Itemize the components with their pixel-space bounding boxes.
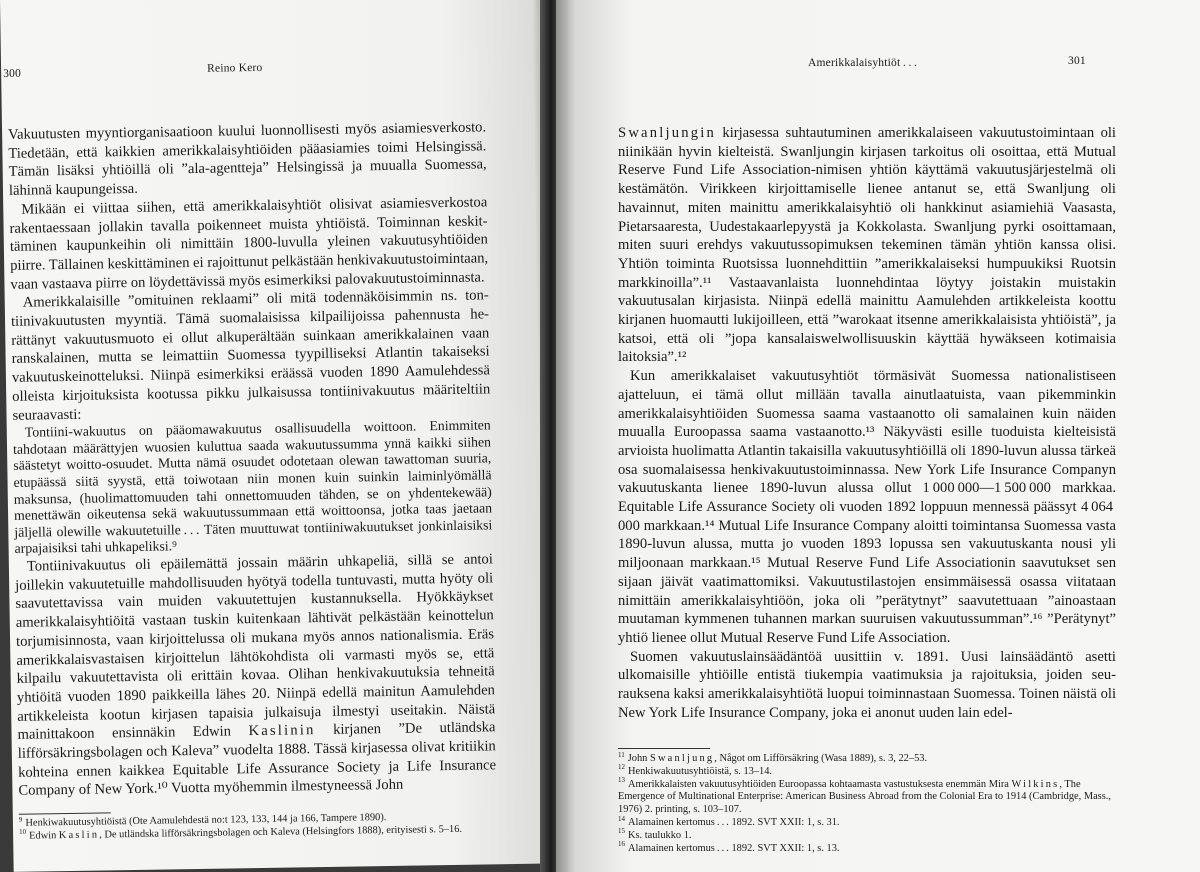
- footnote-text: Henkiwakuutusyhtiöistä, s. 13–14.: [628, 765, 773, 777]
- page-number-right: 301: [1068, 55, 1086, 67]
- paragraph: Vakuutusten myyntiorganisaatioon kuului luonnollisesti myös asiamiesverkosto. Tiedetään, että kaikkien amerikkalaisyhtiöiden pääasiamies toimi Helsingissä. Tämän lisäksi yhtiöillä oli ”ala-agentteja” Helsingissä ja muualla Suomessa, lähinnä kaupungeissa.: [7, 119, 487, 199]
- footnote-text: John: [627, 753, 648, 764]
- footnote-mark: 10: [19, 828, 27, 837]
- body-text-left: [8, 118, 497, 801]
- paragraph: Amerikkalaisille ”omituinen reklaami” oli mitä todennäköisimmin ns. tontiinivakuutusten myyntiä. Tämä suomalaisissa kilpailijoissa pahennusta herättänyt vakuutusmuoto ei ollut alkuperältään suinkaan amerikkalainen vaan ranskalainen, mutta se leimattiin Suomessa tyypilliseksi Atlantin takaiseksi vakuutuskeinotteluksi. Niinpä esimerkiksi eräässä vuoden 1890 Aamulehdessä olleista kirjoituksista kootussa pikku julkaisussa tontiinivakuutus määriteltiin seuraavasti:: [10, 287, 491, 424]
- footnote-mark: 16: [618, 840, 625, 849]
- footnote-mark: 13: [618, 776, 625, 785]
- footnote-mark: 14: [618, 814, 625, 823]
- running-head-right: Amerikkalaisyhtiöt . . .: [808, 57, 918, 69]
- paragraph: [15, 550, 497, 801]
- paragraph-text: Tontiinivakuutus oli epäilemättä jossain määrin uhkapeliä, sillä se antoi joillekin vakuutetuille mahdollisuuden hyötyä todella tuntuvasti, mutta hyöty oli saavutettavissa vain muiden vakuutettujen kustannuksella. Hyökkäykset amerikkalaisyhtiöitä vastaan tuskin kuitenkaan lähtivät pelkästään keinottelun torjumisinnosta, vaan kirjoittelussa oli mukana myös annos nationalismia. Eräs amerikkalaisvastaisen kirjoittelun lähtökohdista oli varmasti myös se, että kilpailu vakuutettavista oli erittäin kovaa. Olihan henkivakuutuksia tehneitä yhtiöitä vuoden 1890 paikkeilla lähes 20. Niinpä edellä mainitun Aamulehden artikkeleista kootun kirjasen tapaisia julkaisuja ilmestyi useitakin. Näistä mainittakoon ensinnäkin Edwin: [15, 551, 496, 744]
- footnote: [618, 763, 1116, 779]
- spaced-name: Swanljung: [650, 753, 715, 764]
- footnote-text: Alamainen kertomus . . . 1892. SVT XXII: 1, s. 31.: [628, 816, 840, 828]
- footnote-text: Edwin: [29, 830, 57, 842]
- block-quote: Tontiini-wakuutus on pääomawakuutus osallisuudella woittoon. Enimmiten tahdotaan määrättyjen wuosien kuluttua saada wakuutussumma ynnä kaikki siihen säästetyt woitto-osuudet. Mutta nämä osuudet odotetaan olewan tawattoman suuria, etupäässä siitä syystä, että toiwotaan niin monen kuin suinkin laiminlyömällä maksunsa, (huolimattomuuden tahi onnettomuuden tähden, se on yhdentekewää) menettäwän oikeutensa sekä wakuutussummaan että woittoonsa, jotka taas jaetaan jäljellä olewille wakuutetuille . . . Täten muuttuwat tontiiniwakuutukset jonkinlaisiksi arpajaisiksi tahi uhkapeliksi.⁹: [12, 417, 493, 557]
- footnotes-right: [618, 750, 1116, 855]
- page-number-left: 300: [3, 67, 22, 80]
- left-page: [0, 0, 562, 872]
- right-page: [556, 0, 1200, 872]
- spaced-name: Swanljungin: [618, 125, 716, 141]
- footnote: [618, 776, 1116, 817]
- footnote-text: , De utländska lifförsäkringsbolagen och Kaleva (Helsingfors 1888), erityisesti s. 5–16.: [99, 823, 463, 841]
- spaced-name: Kaslinin: [248, 722, 316, 740]
- paragraph: Kun amerikkalaiset vakuutusyhtiöt törmäsivät Suomessa nationalistiseen ajatteluun, ei tämä ollut millään tavalla ainutlaatuista, vaan pikemminkin amerikkalaisyhtiöiden Suomessa saama vastaanotto oli samalainen kuin näiden muualla Euroopassa saama vastaanotto.¹³ Näkyvästi esille tuoduista kielteisistä arvioista huolimatta Atlantin takaisilla vakuutusyhtiöillä oli 1890-luvun alussa tärkeä osa suomalaisessa henkivakuutustoiminnassa. New York Life Insurance Companyn vakuutuskanta lienee 1890-luvun alussa ollut 1 000 000—1 500 000 markkaa. Equitable Life Assurance Society oli vuoden 1892 loppuun mennessä päässyt 4 064 000 markkaan.¹⁴ Mutual Life Insurance Company aloitti toimintansa Suomessa vasta 1890-luvun alussa, mutta jo vuoden 1893 lopussa sen vakuutuskanta nousi yli miljoonaan markkaan.¹⁵ Mutual Reserve Fund Life Associationin saavutukset sen sijaan jäivät vaatimattomiksi. Vakuutustilastojen ensimmäisessä osassa viitataan nimittäin amerikkalaisyhtiöön, joka oli ”perätytnyt” saavutettuaan ”ainoastaan muutaman kymmenen tuhannen markan suuruisen vakuutussumman”.¹⁶ ”Perätynyt” yhtiö lienee ollut Mutual Reserve Fund Life Association.: [618, 368, 1116, 646]
- footnote-text: Alamainen kertomus . . . 1892. SVT XXII: 1, s. 13.: [628, 842, 840, 854]
- footnotes-left: [19, 810, 497, 843]
- footnote-text: , Något om Lifförsäkring (Wasa 1889), s. 3, 22–53.: [714, 753, 928, 764]
- paragraph: [618, 124, 1116, 367]
- footnote: [618, 827, 1116, 843]
- paragraph: Mikään ei viittaa siihen, että amerikkalaisyhtiöt olisivat asiamiesverkostoa rakentaessaan jollakin tavalla poikenneet muista yhtiöistä. Toiminnan keskittäminen kaupunkeihin oli nimittäin 1800-luvulla yleinen vakuutusyhtiöiden piirre. Tällainen keskittäminen ei rajoittunut pelkästään henkivakuutustoimintaan, vaan vastaava piirre on löydettävissä myös esimerkiksi palovakuutustoiminnasta.: [9, 194, 489, 293]
- footnote-rule: [618, 748, 710, 749]
- paragraph-text: kirjasessa suhtautuminen amerikkalaiseen vakuutustoimintaan oli niinikään hyvin kielteistä. Swanljungin kirjasen tarkoitus oli osoittaa, että Mutual Reserve Fund Life Association-nimisen yhtiön käyttämä vakuutusjärjestelmä oli kestämätön. Virikkeen kirjoittamiselle lienee antanut se, että Swanljung oli havainnut, miten mainittu amerikkalaisyhtiö oli hankkinut asiamiehiä Vaasasta, Pietarsaaresta, Uudestakaarlepyystä ja Kokkolasta. Swanljung pyrki osoittamaan, miten suuri erehdys vakuutussopimuksen tekeminen tämän yhtiön kanssa olisi. Yhtiön toiminta Ruotsissa luonnehdittiin ”amerikkalaiseksi humpuukiksi Ruotsin markkinoilla”.¹¹ Vastaavanlaista luonnehdintaa löytyy joistakin muistakin vakuutusalan kirjasista. Niinpä edellä mainittu Aamulehden artikkeleista koottu kirjanen huomautti lukijoilleen, että ”warokaat itsenne amerikkalaisista yhtiöistä”, ja katsoi, että oli ”jopa kansalaiswelwollisuuskin käyttää hywäkseen kotimaisia laitoksia”.¹²: [618, 125, 1116, 366]
- running-head-left: Reino Kero: [207, 61, 263, 75]
- footnote-mark: 11: [618, 750, 625, 759]
- spaced-name: Kaslin: [58, 829, 100, 841]
- footnote-mark: 9: [18, 815, 23, 824]
- spaced-name: Wilkins: [1011, 778, 1060, 790]
- footnote-text: Henkiwakuutusyhtiöistä (Ote Aamulehdestä no:t 123, 133, 144 ja 166, Tampere 1890).: [25, 812, 387, 829]
- footnote-text: Ks. taulukko 1.: [628, 829, 692, 841]
- paragraph-text: kirjanen ”De utländska lifförsäkringsbolagen och Kaleva” vuodelta 1888. Tässä kirjasessa olivat kritiikin kohteina ennen kaikkea Equitable Life Assurance Society ja Life Insurance Company of New York.¹⁰ Vuotta myöhemmin ilmestyneessä John: [17, 719, 497, 800]
- footnote-text: Amerikkalaisten vakuutusyhtiöiden Euroopassa kohtaamasta vastustuksesta enemmän Mira: [628, 778, 1009, 790]
- footnote-rule: [19, 812, 111, 814]
- footnote-text: , The Emergence of Multinational Enterprise: American Business Abroad from the Colonial Era to 1914 (Cambridge, Mass., 1976) 2. printing, s. 103–107.: [618, 778, 1111, 816]
- footnote: [618, 814, 1116, 830]
- footnote: [618, 840, 1116, 856]
- footnote-mark: 12: [618, 763, 625, 772]
- footnote-mark: 15: [618, 827, 625, 836]
- body-text-right: [618, 124, 1116, 723]
- paragraph: Suomen vakuutuslainsäädäntöä uusittiin v. 1891. Uusi lainsäädäntö asetti ulkomaisille yhtiöille entistä tiukempia vaatimuksia ja rajoituksia, joiden seurauksena kaksi amerikkalaisyhtiötä luopui toiminnastaan Suomessa. Toinen näistä oli New York Life Insurance Company, joka ei anonut uuden lain edel-: [618, 648, 1116, 721]
- footnote: [618, 750, 1116, 766]
